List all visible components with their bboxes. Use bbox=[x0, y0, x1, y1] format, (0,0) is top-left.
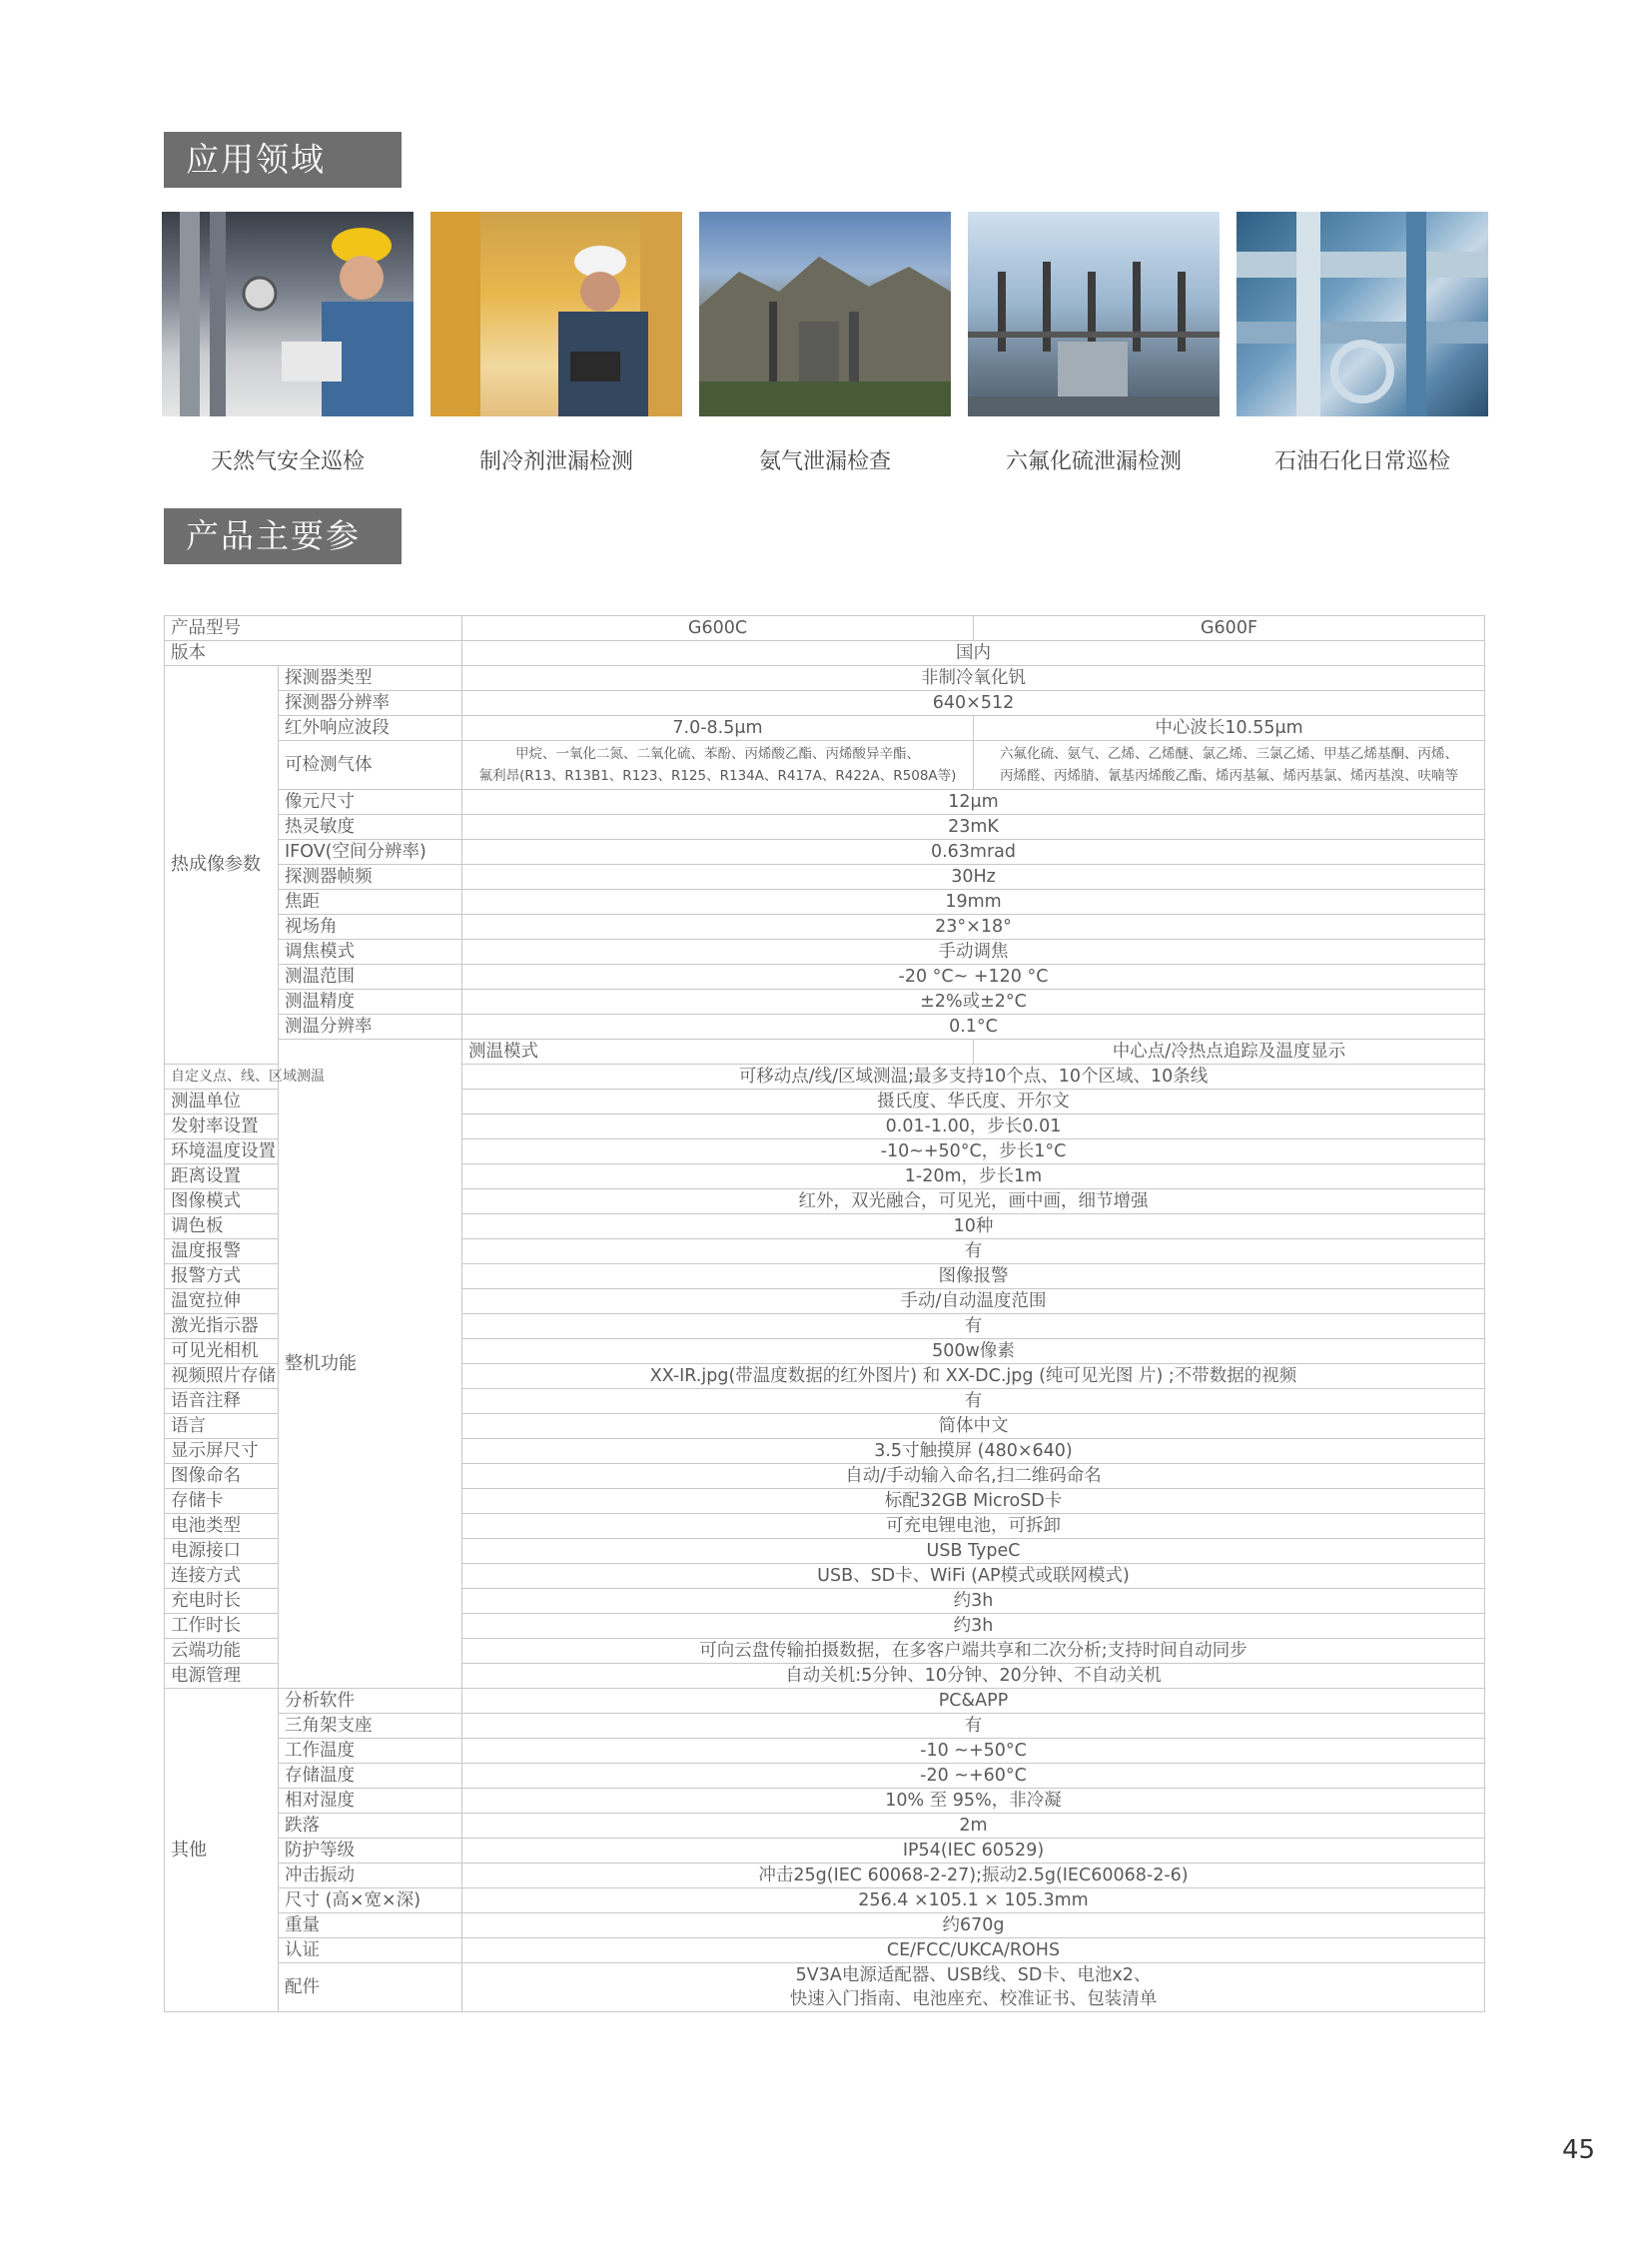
group-functions: 整机功能 bbox=[279, 1040, 462, 1689]
row-label: 图像模式 bbox=[165, 1189, 279, 1214]
row-value: 约3h bbox=[462, 1589, 1485, 1614]
row-value: USB、SD卡、WiFi (AP模式或联网模式) bbox=[462, 1564, 1485, 1589]
application-item bbox=[968, 212, 1220, 475]
application-caption: 天然气安全巡检 bbox=[210, 449, 365, 474]
row-value: 10种 bbox=[462, 1214, 1485, 1239]
row-value: 摄氏度、华氏度、开尔文 bbox=[462, 1090, 1485, 1115]
application-caption: 石油石化日常巡检 bbox=[1273, 449, 1450, 474]
row-label: 工作时长 bbox=[165, 1614, 279, 1639]
group-other: 其他 bbox=[165, 1689, 279, 2012]
row-label: 调焦模式 bbox=[279, 940, 462, 965]
version-label: 版本 bbox=[165, 641, 462, 666]
row-value: 3.5寸触摸屏 (480×640) bbox=[462, 1439, 1485, 1464]
row-label: 调色板 bbox=[165, 1214, 279, 1239]
row-label: 电源管理 bbox=[165, 1664, 279, 1689]
table-row bbox=[165, 741, 1485, 790]
row-value: 19mm bbox=[462, 890, 1485, 915]
row-label: 存储温度 bbox=[279, 1764, 462, 1789]
row-value: 手动/自动温度范围 bbox=[462, 1289, 1485, 1314]
model-g600f: G600F bbox=[974, 616, 1485, 641]
row-label: 电源接口 bbox=[165, 1539, 279, 1564]
row-label: IFOV(空间分辨率) bbox=[279, 840, 462, 865]
row-label: 电池类型 bbox=[165, 1514, 279, 1539]
table-row bbox=[165, 965, 1485, 990]
table-row bbox=[165, 666, 1485, 691]
row-label: 云端功能 bbox=[165, 1639, 279, 1664]
application-item bbox=[699, 212, 951, 475]
table-row bbox=[165, 1839, 1485, 1864]
row-value: 12μm bbox=[462, 790, 1485, 815]
table-row bbox=[165, 1888, 1485, 1913]
accessories-value bbox=[462, 1963, 1485, 2012]
row-value: USB TypeC bbox=[462, 1539, 1485, 1564]
application-caption: 制冷剂泄漏检测 bbox=[478, 449, 633, 474]
table-row bbox=[165, 1814, 1485, 1839]
application-caption: 氨气泄漏检查 bbox=[758, 449, 891, 474]
ir-band-g600c: 7.0-8.5μm bbox=[462, 716, 974, 741]
row-label: 测温范围 bbox=[279, 965, 462, 990]
row-value: 非制冷氧化钒 bbox=[462, 666, 1485, 691]
row-label: 可检测气体 bbox=[279, 741, 462, 790]
row-value: 1-20m，步长1m bbox=[462, 1164, 1485, 1189]
row-label: 认证 bbox=[279, 1938, 462, 1963]
row-label: 距离设置 bbox=[165, 1164, 279, 1189]
row-value: 可向云盘传输拍摄数据，在多客户端共享和二次分析;支持时间自动同步 bbox=[462, 1639, 1485, 1664]
row-label: 可见光相机 bbox=[165, 1339, 279, 1364]
natural-gas-inspection-photo bbox=[162, 212, 413, 416]
row-value: 约3h bbox=[462, 1614, 1485, 1639]
application-item bbox=[430, 212, 682, 475]
table-row bbox=[165, 1864, 1485, 1888]
row-label: 自定义点、线、区域测温 bbox=[165, 1065, 279, 1090]
row-label: 发射率设置 bbox=[165, 1115, 279, 1139]
table-row bbox=[165, 1689, 1485, 1714]
model-label: 产品型号 bbox=[165, 616, 462, 641]
row-value: 640×512 bbox=[462, 691, 1485, 716]
row-value: 2m bbox=[462, 1814, 1485, 1839]
row-value: PC&APP bbox=[462, 1689, 1485, 1714]
ir-band-g600f: 中心波长10.55μm bbox=[974, 716, 1485, 741]
row-value: 有 bbox=[462, 1239, 1485, 1264]
row-label: 温度报警 bbox=[165, 1239, 279, 1264]
row-label: 冲击振动 bbox=[279, 1864, 462, 1888]
row-label: 测温分辨率 bbox=[279, 1015, 462, 1040]
application-caption: 六氟化硫泄漏检测 bbox=[1005, 449, 1182, 474]
page-number: 45 bbox=[1562, 2135, 1596, 2165]
row-label: 视频照片存储 bbox=[165, 1364, 279, 1389]
row-value: -20 °C~ +120 °C bbox=[462, 965, 1485, 990]
accessories-line2: 快速入门指南、电池座充、校准证书、包装清单 bbox=[789, 1989, 1158, 2009]
row-label: 充电时长 bbox=[165, 1589, 279, 1614]
table-row bbox=[165, 840, 1485, 865]
table-row bbox=[165, 716, 1485, 741]
row-value: 自动/手动输入命名,扫二维码命名 bbox=[462, 1464, 1485, 1489]
row-label: 视场角 bbox=[279, 915, 462, 940]
row-label: 分析软件 bbox=[279, 1689, 462, 1714]
gases-g600c-line1: 甲烷、一氧化二氮、二氧化硫、苯酚、丙烯酸乙酯、丙烯酸异辛酯、 bbox=[515, 746, 920, 762]
section-title-specifications: 产品主要参数 bbox=[164, 508, 402, 564]
table-row bbox=[165, 1739, 1485, 1764]
table-row bbox=[165, 890, 1485, 915]
row-value: -10 ~+50°C bbox=[462, 1739, 1485, 1764]
row-value: 23mK bbox=[462, 815, 1485, 840]
row-label: 图像命名 bbox=[165, 1464, 279, 1489]
row-value: 0.1°C bbox=[462, 1015, 1485, 1040]
row-label: 显示屏尺寸 bbox=[165, 1439, 279, 1464]
row-value: 图像报警 bbox=[462, 1264, 1485, 1289]
row-value: 可充电锂电池，可拆卸 bbox=[462, 1514, 1485, 1539]
row-label: 探测器帧频 bbox=[279, 865, 462, 890]
row-label: 探测器类型 bbox=[279, 666, 462, 691]
table-row bbox=[165, 1789, 1485, 1814]
row-label: 测温精度 bbox=[279, 990, 462, 1015]
table-row bbox=[165, 865, 1485, 890]
gases-g600c-line2: 氟利昂(R13、R13B1、R123、R125、R134A、R417A、R422A、R508A等) bbox=[478, 768, 957, 784]
row-label: 三角架支座 bbox=[279, 1714, 462, 1739]
row-label: 语音注释 bbox=[165, 1389, 279, 1414]
sf6-substation-photo bbox=[968, 212, 1220, 416]
row-value: CE/FCC/UKCA/ROHS bbox=[462, 1938, 1485, 1963]
specifications-table bbox=[164, 615, 1485, 2012]
row-label: 尺寸 (高×宽×深) bbox=[279, 1888, 462, 1913]
row-label: 探测器分辨率 bbox=[279, 691, 462, 716]
application-item bbox=[1237, 212, 1488, 475]
table-row bbox=[165, 1913, 1485, 1938]
row-label: 存储卡 bbox=[165, 1489, 279, 1514]
row-label: 相对湿度 bbox=[279, 1789, 462, 1814]
row-value: IP54(IEC 60529) bbox=[462, 1839, 1485, 1864]
row-label: 热灵敏度 bbox=[279, 815, 462, 840]
row-value: 自动关机:5分钟、10分钟、20分钟、不自动关机 bbox=[462, 1664, 1485, 1689]
accessories-line1: 5V3A电源适配器、USB线、SD卡、电池x2、 bbox=[795, 1965, 1152, 1985]
row-label: 重量 bbox=[279, 1913, 462, 1938]
row-label: 配件 bbox=[279, 1963, 462, 2012]
row-value: 可移动点/线/区域测温;最多支持10个点、10个区域、10条线 bbox=[462, 1065, 1485, 1090]
row-value: -20 ~+60°C bbox=[462, 1764, 1485, 1789]
row-label: 连接方式 bbox=[165, 1564, 279, 1589]
petrochemical-pipes-photo bbox=[1237, 212, 1488, 416]
row-label: 激光指示器 bbox=[165, 1314, 279, 1339]
row-label: 防护等级 bbox=[279, 1839, 462, 1864]
row-value: 手动调焦 bbox=[462, 940, 1485, 965]
table-row bbox=[165, 815, 1485, 840]
gases-g600c bbox=[462, 741, 974, 790]
table-row bbox=[165, 1714, 1485, 1739]
row-value: 500w像素 bbox=[462, 1339, 1485, 1364]
table-row bbox=[165, 1040, 1485, 1065]
section-title-applications: 应用领域 bbox=[164, 132, 402, 188]
row-value: 冲击25g(IEC 60068-2-27);振动2.5g(IEC60068-2-6) bbox=[462, 1864, 1485, 1888]
row-label: 工作温度 bbox=[279, 1739, 462, 1764]
row-value: 有 bbox=[462, 1389, 1485, 1414]
row-value: 256.4 ×105.1 × 105.3mm bbox=[462, 1888, 1485, 1913]
table-row bbox=[165, 915, 1485, 940]
row-value: 10% 至 95%，非冷凝 bbox=[462, 1789, 1485, 1814]
group-thermal-imaging: 热成像参数 bbox=[165, 666, 279, 1065]
table-row bbox=[165, 990, 1485, 1015]
row-value: 0.63mrad bbox=[462, 840, 1485, 865]
row-label: 温宽拉伸 bbox=[165, 1289, 279, 1314]
table-row bbox=[165, 1015, 1485, 1040]
row-label: 跌落 bbox=[279, 1814, 462, 1839]
row-label: 像元尺寸 bbox=[279, 790, 462, 815]
row-value: 中心点/冷热点追踪及温度显示 bbox=[974, 1040, 1485, 1065]
row-value: 0.01-1.00，步长0.01 bbox=[462, 1115, 1485, 1139]
table-row bbox=[165, 790, 1485, 815]
row-value: 标配32GB MicroSD卡 bbox=[462, 1489, 1485, 1514]
row-value: -10~+50°C，步长1°C bbox=[462, 1139, 1485, 1164]
table-row bbox=[165, 641, 1485, 666]
gases-g600f-line1: 六氟化硫、氨气、乙烯、乙烯醚、氯乙烯、三氯乙烯、甲基乙烯基酮、丙烯、 bbox=[1000, 746, 1458, 762]
table-row bbox=[165, 940, 1485, 965]
table-row bbox=[165, 691, 1485, 716]
table-row bbox=[165, 1963, 1485, 2012]
row-label: 环境温度设置 bbox=[165, 1139, 279, 1164]
row-value: 约670g bbox=[462, 1913, 1485, 1938]
application-item bbox=[162, 212, 413, 475]
table-row bbox=[165, 1764, 1485, 1789]
model-g600c: G600C bbox=[462, 616, 974, 641]
gases-g600f-line2: 丙烯醛、丙烯腈、氰基丙烯酸乙酯、烯丙基氟、烯丙基氯、烯丙基溴、呋喃等 bbox=[1000, 768, 1458, 784]
ammonia-leak-photo bbox=[699, 212, 951, 416]
row-value: ±2%或±2°C bbox=[462, 990, 1485, 1015]
refrigerant-leak-photo bbox=[430, 212, 682, 416]
row-value: 有 bbox=[462, 1314, 1485, 1339]
row-label: 焦距 bbox=[279, 890, 462, 915]
table-row bbox=[165, 1938, 1485, 1963]
version-value: 国内 bbox=[462, 641, 1485, 666]
row-value: 23°×18° bbox=[462, 915, 1485, 940]
row-label: 报警方式 bbox=[165, 1264, 279, 1289]
row-label: 测温模式 bbox=[462, 1040, 974, 1065]
row-value: 有 bbox=[462, 1714, 1485, 1739]
row-value: 30Hz bbox=[462, 865, 1485, 890]
row-label: 红外响应波段 bbox=[279, 716, 462, 741]
row-label: 语言 bbox=[165, 1414, 279, 1439]
row-value: 红外，双光融合，可见光，画中画，细节增强 bbox=[462, 1189, 1485, 1214]
gases-g600f bbox=[974, 741, 1485, 790]
table-row bbox=[165, 616, 1485, 641]
row-value: 简体中文 bbox=[462, 1414, 1485, 1439]
row-value: XX-IR.jpg(带温度数据的红外图片) 和 XX-DC.jpg (纯可见光图 片) ;不带数据的视频 bbox=[462, 1364, 1485, 1389]
row-label: 测温单位 bbox=[165, 1090, 279, 1115]
